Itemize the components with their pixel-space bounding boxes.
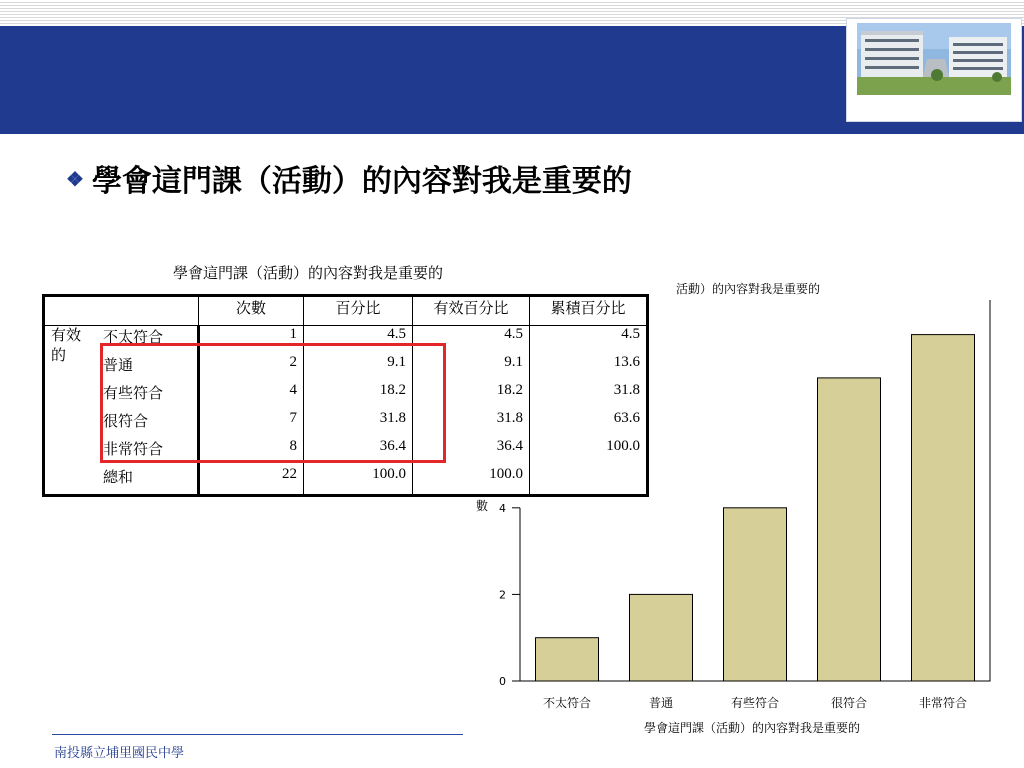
bar-chart <box>470 270 1000 740</box>
row-category: 普通 <box>103 358 134 374</box>
total-valid-percent: 100.0 <box>413 466 530 496</box>
bar <box>818 378 881 681</box>
row-valid-percent: 36.4 <box>413 438 530 466</box>
bar <box>724 508 787 681</box>
row-cumulative: 4.5 <box>530 326 648 355</box>
row-count: 2 <box>199 354 304 382</box>
row-count: 8 <box>199 438 304 466</box>
x-tick-label: 很符合 <box>830 696 868 710</box>
row-valid-percent: 18.2 <box>413 382 530 410</box>
row-cumulative: 63.6 <box>530 410 648 438</box>
row-percent: 31.8 <box>304 410 413 438</box>
row-category: 很符合 <box>103 414 149 430</box>
row-category: 不太符合 <box>103 330 164 346</box>
diamond-bullet-icon: ❖ <box>66 167 84 191</box>
row-percent: 36.4 <box>304 438 413 466</box>
total-percent: 100.0 <box>304 466 413 496</box>
row-category: 非常符合 <box>103 442 164 458</box>
group-label: 有效的 <box>51 328 82 364</box>
bar <box>536 638 599 681</box>
header-valid-percent: 有效百分比 <box>413 296 530 326</box>
x-axis-labels <box>543 695 967 710</box>
x-tick-label: 非常符合 <box>918 696 968 710</box>
header-blank-cell <box>44 296 199 326</box>
row-count: 7 <box>199 410 304 438</box>
x-tick-label: 有些符合 <box>730 696 780 710</box>
footer-line <box>52 734 463 735</box>
header-percent: 百分比 <box>304 296 413 326</box>
row-count: 4 <box>199 382 304 410</box>
header-cumulative-percent: 累積百分比 <box>530 296 648 326</box>
x-tick-label: 不太符合 <box>542 696 592 710</box>
slide-title-text: 學會這門課（活動）的內容對我是重要的 <box>91 164 632 199</box>
header-count: 次數 <box>199 296 304 326</box>
highlight-box <box>100 343 446 463</box>
y-tick-label: 4 <box>499 501 506 515</box>
row-category: 有些符合 <box>103 386 164 402</box>
footer-school-name: 南投縣立埔里國民中學 <box>54 746 185 761</box>
total-count: 22 <box>199 466 304 496</box>
slide-title <box>66 160 632 206</box>
x-axis-label: 學會這門課（活動）的內容對我是重要的 <box>643 721 861 735</box>
row-valid-percent: 31.8 <box>413 410 530 438</box>
bar <box>630 594 693 681</box>
row-count: 1 <box>199 326 304 355</box>
y-axis-ticks <box>499 502 520 688</box>
row-percent: 18.2 <box>304 382 413 410</box>
bar <box>912 335 975 681</box>
row-cumulative: 13.6 <box>530 354 648 382</box>
row-percent: 4.5 <box>304 326 413 355</box>
total-category: 總和 <box>103 470 134 486</box>
y-tick-label: 2 <box>499 588 506 602</box>
school-building-image <box>857 23 1011 95</box>
bars-group <box>536 335 975 681</box>
row-valid-percent: 9.1 <box>413 354 530 382</box>
row-valid-percent: 4.5 <box>413 326 530 355</box>
row-cumulative: 100.0 <box>530 438 648 466</box>
row-cumulative: 31.8 <box>530 382 648 410</box>
x-tick-label: 普通 <box>648 696 674 710</box>
school-photo <box>846 18 1022 122</box>
y-axis-label: 數 <box>476 499 489 513</box>
row-percent: 9.1 <box>304 354 413 382</box>
table-caption: 學會這門課（活動）的內容對我是重要的 <box>173 264 444 282</box>
chart-title: 活動）的內容對我是重要的 <box>676 282 821 296</box>
y-tick-label: 0 <box>499 675 506 688</box>
